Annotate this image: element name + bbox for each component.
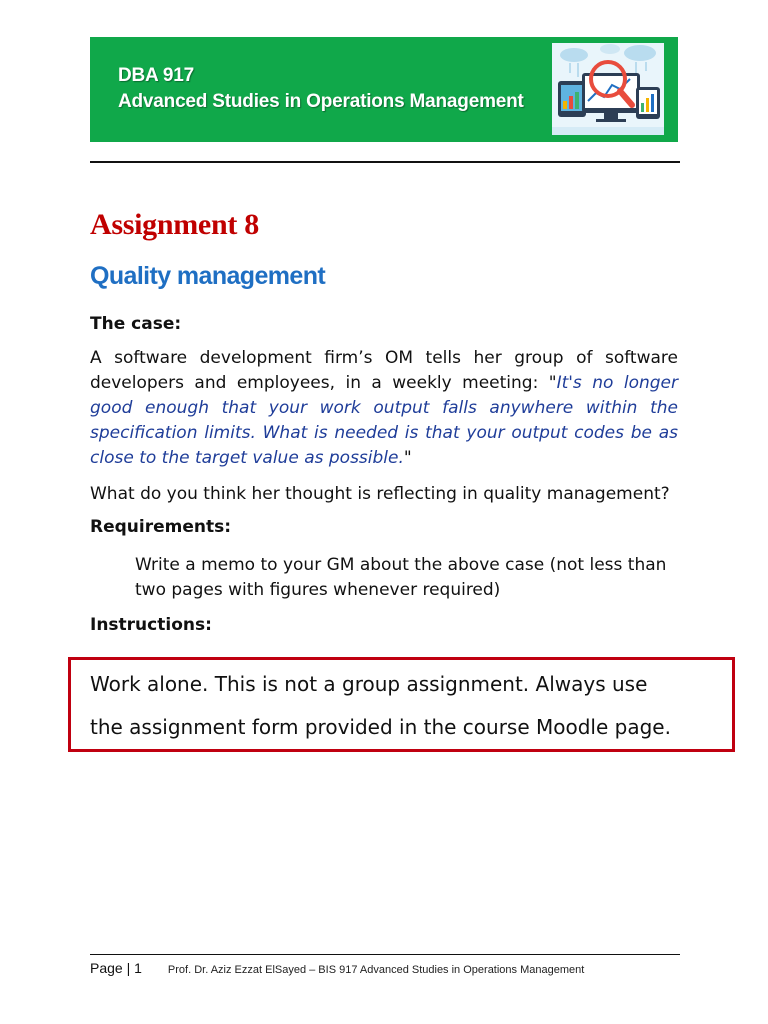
footer-divider bbox=[90, 954, 680, 955]
case-question: What do you think her thought is reflecting in quality management? bbox=[90, 484, 670, 504]
page-footer bbox=[90, 958, 584, 980]
case-heading: The case: bbox=[90, 314, 182, 334]
course-title: Advanced Studies in Operations Management bbox=[118, 91, 524, 112]
assignment-subtitle: Quality management bbox=[90, 262, 326, 290]
case-quote-close: " bbox=[403, 448, 412, 468]
analytics-illustration-icon bbox=[552, 43, 664, 135]
header-divider bbox=[90, 161, 680, 163]
assignment-title: Assignment 8 bbox=[90, 208, 259, 241]
case-quote: It's no longer good enough that your work output falls anywhere within the specification limits. What is needed is that your output codes be as close to the target value as possible. bbox=[90, 373, 678, 468]
case-paragraph bbox=[90, 346, 678, 471]
footer-credit: Prof. Dr. Aziz Ezzat ElSayed – BIS 917 Advanced Studies in Operations Management bbox=[167, 964, 585, 976]
instructions-line-1: Work alone. This is not a group assignment. Always use bbox=[90, 672, 648, 696]
header-banner bbox=[90, 37, 678, 142]
banner-text bbox=[118, 63, 524, 115]
case-intro: A software development firm’s OM tells her group of software developers and employees, in a weekly meeting: " bbox=[90, 348, 678, 393]
requirements-text: Write a memo to your GM about the above case (not less than two pages with figures whenever required) bbox=[135, 555, 667, 600]
instructions-box bbox=[68, 657, 735, 752]
page-number: Page | 1 bbox=[90, 960, 142, 976]
course-code: DBA 917 bbox=[118, 65, 195, 86]
instructions-line-2: the assignment form provided in the course Moodle page. bbox=[90, 715, 671, 739]
requirements-heading: Requirements: bbox=[90, 517, 232, 537]
instructions-heading: Instructions: bbox=[90, 615, 212, 635]
